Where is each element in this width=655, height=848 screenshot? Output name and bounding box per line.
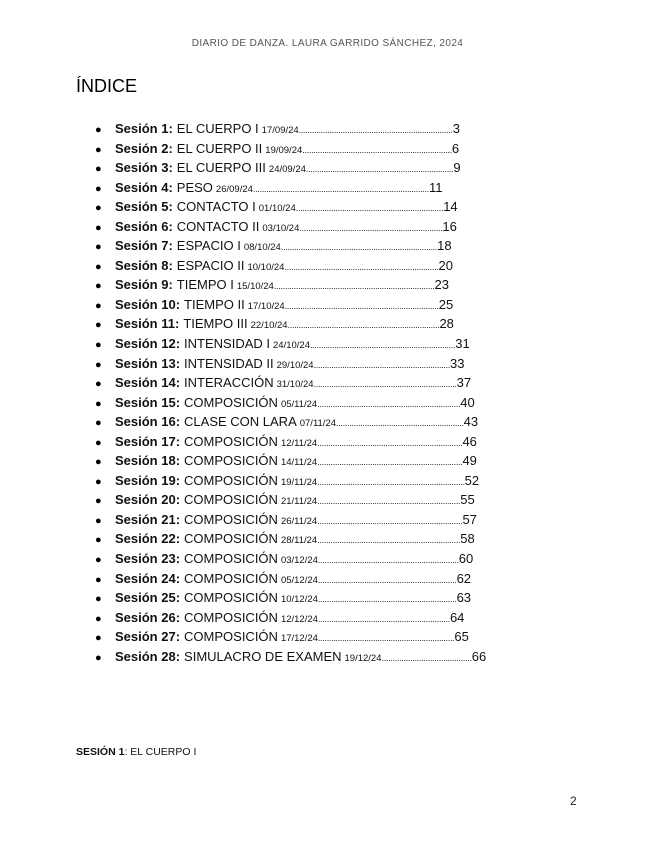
toc-topic: CLASE CON LARA [184, 414, 297, 430]
toc-dot-leader: ............................................................... [317, 594, 457, 605]
toc-dot-leader: .............................................................. [317, 633, 455, 644]
toc-entry[interactable] [95, 432, 570, 452]
toc-page-number: 20 [438, 257, 453, 273]
toc-entry[interactable] [95, 647, 570, 667]
toc-session-label: Sesión 20: [115, 492, 181, 508]
toc-date: 03/10/24 [262, 222, 300, 234]
bullet-icon: ● [95, 299, 102, 312]
toc-date: 05/12/24 [280, 574, 318, 586]
toc-entry[interactable] [95, 588, 570, 608]
toc-page-number: 23 [434, 277, 449, 293]
toc-entry[interactable] [95, 236, 570, 256]
toc-topic: ESPACIO I [176, 238, 241, 254]
toc-dot-leader: ................................................................. [317, 496, 461, 507]
toc-page-number: 25 [438, 296, 454, 312]
toc-entry[interactable] [95, 529, 570, 549]
bullet-icon: ● [95, 554, 102, 567]
index-title: ÍNDICE [76, 76, 138, 96]
toc-date: 10/12/24 [280, 594, 318, 606]
toc-session-label: Sesión 3: [115, 160, 173, 176]
toc-date: 19/09/24 [265, 144, 303, 156]
toc-session-label: Sesión 19: [115, 472, 181, 488]
toc-page-number: 62 [456, 570, 472, 586]
toc-entry[interactable] [95, 119, 570, 139]
section-heading [76, 746, 196, 758]
bullet-icon: ● [95, 319, 102, 332]
toc-topic: EL CUERPO III [176, 160, 266, 176]
toc-dot-leader: .................................................................. [317, 437, 463, 448]
toc-topic: INTERACCIÓN [184, 375, 274, 391]
toc-session-label: Sesión 15: [115, 394, 181, 410]
toc-page-number: 9 [453, 160, 461, 176]
toc-page-number: 57 [462, 511, 477, 527]
toc-entry[interactable] [95, 490, 570, 510]
toc-session-label: Sesión 12: [115, 336, 181, 352]
toc-topic: EL CUERPO I [176, 121, 259, 136]
page-header: DIARIO DE DANZA. LAURA GARRIDO SÁNCHEZ, 2024 [191, 38, 464, 49]
toc-entry[interactable] [95, 510, 570, 530]
toc-session-label: Sesión 8: [115, 257, 173, 273]
toc-date: 24/10/24 [273, 340, 310, 352]
bullet-icon: ● [95, 339, 102, 352]
toc-page-number: 65 [454, 629, 469, 645]
toc-topic: COMPOSICIÓN [184, 609, 278, 625]
section-heading-label: SESIÓN 1 [76, 746, 125, 758]
toc-entry[interactable] [95, 158, 570, 178]
toc-dot-leader: ...................................................................... [284, 261, 439, 272]
toc-session-label: Sesión 10: [115, 296, 181, 312]
toc-date: 24/09/24 [268, 164, 306, 176]
toc-dot-leader: ......................................................................... [273, 281, 435, 292]
toc-topic: COMPOSICIÓN [184, 551, 278, 567]
bullet-icon: ● [95, 241, 102, 254]
toc-date: 12/12/24 [280, 613, 318, 625]
toc-page-number: 46 [462, 433, 477, 449]
toc-page-number: 11 [428, 179, 443, 195]
toc-page-number: 14 [443, 199, 458, 215]
toc-session-label: Sesión 18: [115, 453, 181, 469]
toc-topic: COMPOSICIÓN [184, 570, 278, 586]
toc-session-label: Sesión 2: [115, 140, 173, 156]
bullet-icon: ● [95, 221, 102, 234]
toc-dot-leader: .................................................................. [317, 515, 463, 526]
toc-page-number: 6 [451, 140, 460, 156]
toc-dot-leader: .................................................................. [317, 457, 463, 468]
toc-session-label: Sesión 21: [115, 511, 181, 527]
page-number: 2 [570, 794, 577, 808]
toc-session-label: Sesión 9: [115, 277, 173, 293]
toc-dot-leader: .................................................................. [309, 340, 456, 351]
toc-page-number: 28 [439, 316, 454, 332]
toc-session-label: Sesión 6: [115, 218, 173, 234]
toc-entry[interactable] [95, 412, 570, 432]
bullet-icon: ● [95, 593, 102, 606]
bullet-icon: ● [95, 651, 102, 664]
toc-topic: TIEMPO I [176, 277, 234, 293]
toc-date: 14/11/24 [280, 457, 318, 469]
toc-date: 21/11/24 [280, 496, 318, 508]
toc-date: 19/12/24 [344, 652, 382, 664]
toc-date: 19/11/24 [280, 476, 318, 488]
toc-dot-leader: ............................................................... [317, 574, 457, 585]
toc-session-label: Sesión 25: [115, 590, 181, 606]
toc-dot-leader: ....................................................................... [280, 242, 438, 253]
bullet-icon: ● [95, 573, 102, 586]
bullet-icon: ● [95, 378, 102, 391]
toc-page-number: 16 [442, 218, 457, 234]
toc-topic: EL CUERPO II [176, 140, 263, 156]
toc-page-number: 64 [449, 609, 465, 625]
toc-dot-leader: ................................................................ [317, 555, 459, 566]
bullet-icon: ● [95, 514, 102, 527]
bullet-icon: ● [95, 495, 102, 508]
toc-entry[interactable] [95, 451, 570, 471]
toc-dot-leader: ................................................................... [305, 164, 454, 175]
toc-date: 17/12/24 [280, 633, 318, 645]
toc-entry[interactable] [95, 256, 570, 276]
toc-topic: PESO [176, 179, 213, 195]
toc-session-label: Sesión 28: [115, 648, 181, 664]
toc-session-label: Sesión 14: [115, 375, 181, 391]
toc-page-number: 60 [458, 551, 474, 567]
toc-session-label: Sesión 5: [115, 199, 173, 215]
toc-entry[interactable] [95, 569, 570, 589]
toc-session-label: Sesión 1: [115, 121, 173, 136]
toc-session-label: Sesión 17: [115, 433, 181, 449]
toc-page-number: 37 [456, 375, 472, 391]
bullet-icon: ● [95, 143, 102, 156]
toc-entry[interactable] [95, 373, 570, 393]
toc-topic: COMPOSICIÓN [184, 492, 278, 508]
toc-date: 31/10/24 [276, 379, 314, 391]
toc-date: 08/10/24 [243, 242, 281, 254]
toc-date: 28/11/24 [280, 535, 318, 547]
toc-session-label: Sesión 23: [115, 551, 181, 567]
bullet-icon: ● [95, 280, 102, 293]
toc-date: 10/10/24 [247, 261, 285, 273]
bullet-icon: ● [95, 124, 102, 136]
toc-date: 05/11/24 [280, 398, 318, 410]
toc-topic: ESPACIO II [176, 257, 245, 273]
toc-topic: TIEMPO II [184, 296, 245, 312]
toc-topic: SIMULACRO DE EXAMEN [184, 648, 342, 664]
toc-entry[interactable] [95, 139, 570, 159]
toc-dot-leader: ................................................................. [317, 535, 461, 546]
toc-page-number: 3 [452, 121, 460, 136]
toc-entry[interactable] [95, 393, 570, 413]
toc-entry[interactable] [95, 178, 570, 198]
toc-topic: INTENSIDAD II [184, 355, 274, 371]
toc-entry[interactable] [95, 275, 570, 295]
toc-dot-leader: .................................................................... [302, 144, 452, 155]
toc-entry[interactable] [95, 334, 570, 354]
toc-dot-leader: ............................................................ [317, 613, 450, 624]
toc-page-number: 31 [455, 336, 470, 352]
toc-page-number: 58 [460, 531, 475, 547]
toc-date: 26/11/24 [280, 515, 318, 527]
toc-dot-leader: ................................................................... [317, 476, 465, 487]
toc-date: 12/11/24 [280, 437, 318, 449]
bullet-icon: ● [95, 358, 102, 371]
bullet-icon: ● [95, 456, 102, 469]
toc-session-label: Sesión 7: [115, 238, 173, 254]
toc-page-number: 55 [460, 492, 475, 508]
toc-dot-leader: ................................................................. [299, 222, 443, 233]
toc-session-label: Sesión 4: [115, 179, 173, 195]
bullet-icon: ● [95, 436, 102, 449]
bullet-icon: ● [95, 612, 102, 625]
toc-date: 29/10/24 [276, 359, 314, 371]
toc-date: 03/12/24 [280, 555, 318, 567]
toc-entry[interactable] [95, 217, 570, 237]
toc-topic: COMPOSICIÓN [184, 629, 278, 645]
toc-topic: COMPOSICIÓN [184, 453, 278, 469]
toc-page-number: 63 [456, 590, 472, 606]
toc-topic: COMPOSICIÓN [184, 472, 278, 488]
toc-entry[interactable] [95, 354, 570, 374]
toc-dot-leader: .......................................................... [336, 418, 464, 429]
toc-session-label: Sesión 24: [115, 570, 181, 586]
toc-entry[interactable] [95, 197, 570, 217]
toc-dot-leader: .............................................................. [313, 359, 451, 370]
toc-entry[interactable] [95, 295, 570, 315]
bullet-icon: ● [95, 475, 102, 488]
toc-page-number: 49 [462, 453, 477, 469]
toc-page-number: 43 [463, 414, 479, 430]
toc-page-number: 33 [450, 355, 465, 371]
bullet-icon: ● [95, 202, 102, 215]
toc-topic: CONTACTO I [176, 199, 256, 215]
toc-page-number: 66 [471, 648, 487, 664]
toc-session-label: Sesión 26: [115, 609, 181, 625]
bullet-icon: ● [95, 397, 102, 410]
toc-topic: COMPOSICIÓN [184, 511, 278, 527]
section-heading-title: : EL CUERPO I [124, 746, 197, 758]
toc-session-label: Sesión 13: [115, 355, 181, 371]
toc-dot-leader: ...................................................................... [284, 300, 439, 311]
toc-topic: INTENSIDAD I [184, 336, 270, 352]
table-of-contents [95, 119, 570, 666]
bullet-icon: ● [95, 534, 102, 547]
toc-entry[interactable] [95, 627, 570, 647]
toc-date: 01/10/24 [258, 203, 296, 215]
toc-dot-leader: ...................................................................... [298, 125, 453, 135]
bullet-icon: ● [95, 632, 102, 645]
toc-date: 22/10/24 [250, 320, 288, 332]
toc-date: 26/09/24 [215, 183, 253, 195]
toc-entry[interactable] [95, 608, 570, 628]
bullet-icon: ● [95, 417, 102, 430]
toc-date: 15/10/24 [236, 281, 274, 293]
toc-topic: COMPOSICIÓN [184, 590, 278, 606]
toc-session-label: Sesión 11: [115, 316, 180, 332]
toc-date: 17/10/24 [247, 300, 285, 312]
toc-session-label: Sesión 27: [115, 629, 181, 645]
toc-dot-leader: ................................................................................ [252, 183, 429, 194]
toc-topic: TIEMPO III [183, 316, 248, 332]
toc-date: 07/11/24 [299, 418, 337, 430]
toc-dot-leader: ......................................... [381, 652, 472, 663]
toc-session-label: Sesión 16: [115, 414, 181, 430]
toc-dot-leader: ................................................................. [313, 379, 457, 390]
toc-page-number: 18 [437, 238, 452, 254]
bullet-icon: ● [95, 260, 102, 273]
toc-topic: COMPOSICIÓN [184, 433, 278, 449]
toc-topic: COMPOSICIÓN [184, 531, 278, 547]
toc-dot-leader: ................................................................. [317, 398, 461, 409]
toc-page-number: 40 [460, 394, 475, 410]
bullet-icon: ● [95, 163, 102, 176]
bullet-icon: ● [95, 182, 102, 195]
toc-entry[interactable] [95, 471, 570, 491]
toc-entry[interactable] [95, 549, 570, 569]
toc-topic: COMPOSICIÓN [184, 394, 278, 410]
toc-dot-leader: ..................................................................... [287, 320, 440, 331]
toc-page-number: 52 [464, 472, 480, 488]
toc-entry[interactable] [95, 314, 570, 334]
toc-session-label: Sesión 22: [115, 531, 181, 547]
toc-dot-leader: ................................................................... [295, 203, 444, 214]
toc-topic: CONTACTO II [176, 218, 260, 234]
toc-date: 17/09/24 [261, 125, 299, 136]
